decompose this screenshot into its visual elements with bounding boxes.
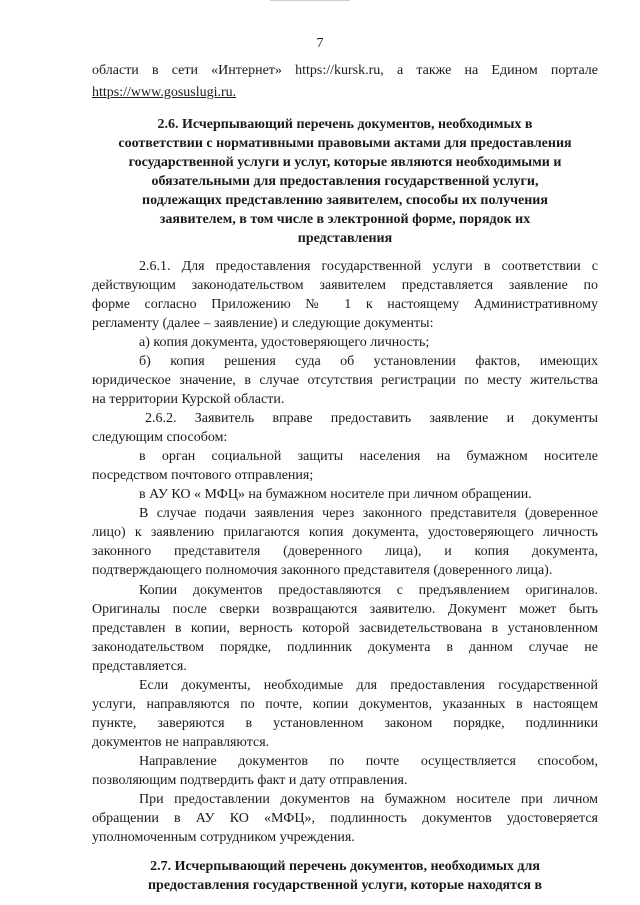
body-line: Копии документов предоставляются с предъявлением оригиналов. bbox=[139, 583, 598, 598]
section-heading-line: заявителем, в том числе в электронной форме, порядок их bbox=[159, 212, 531, 227]
section-heading-line: предоставления государственной услуги, которые находятся в bbox=[147, 878, 543, 893]
portal-link[interactable]: https://www.gosuslugi.ru. bbox=[92, 85, 237, 100]
body-line: юридическое значение, в случае отсутствия регистрации по месту жительства bbox=[92, 373, 598, 388]
section-heading-line: обязательными для предоставления государственной услуги, bbox=[151, 174, 539, 189]
body-line: пункте, заверяются в установленном законом порядке, подлинники bbox=[92, 716, 598, 731]
body-line: подтверждающего полномочия законного представителя (доверенного лица). bbox=[92, 563, 553, 578]
body-line: следующим способом: bbox=[92, 430, 228, 445]
body-line: При предоставлении документов на бумажном носителе при личном bbox=[139, 792, 598, 807]
body-line: услуги, направляются по почте, копии документов, указанных в настоящем bbox=[92, 697, 598, 712]
body-line: законодательством порядке, подлинник документа в данном случае не bbox=[92, 640, 598, 655]
body-line: Если документы, необходимые для предоставления государственной bbox=[139, 678, 598, 693]
body-line: действующим законодательством заявителем представляется заявление по bbox=[92, 278, 598, 293]
body-line: 2.6.2. Заявитель вправе предоставить заявление и документы bbox=[145, 411, 598, 426]
body-line: форме согласно Приложению № 1 к настоящему Административному bbox=[92, 297, 598, 312]
body-line: в орган социальной защиты населения на бумажном носителе bbox=[139, 449, 598, 464]
section-heading-line: 2.7. Исчерпывающий перечень документов, необходимых для bbox=[150, 859, 540, 874]
body-line: лицо) к заявлению прилагаются копия документа, удостоверяющего личность bbox=[92, 525, 598, 540]
body-line: Оригиналы после сверки возвращаются заявителю. Документ может быть bbox=[92, 602, 598, 617]
body-line: представлен в копии, верность которой засвидетельствована в установленном bbox=[92, 621, 598, 636]
body-line: а) копия документа, удостоверяющего личность; bbox=[139, 335, 430, 350]
section-heading-line: подлежащих представлению заявителем, способы их получения bbox=[142, 193, 548, 208]
body-line: законного представителя (доверенного лица), и копия документа, bbox=[92, 544, 598, 559]
body-line: представляется. bbox=[92, 659, 187, 674]
body-line: 2.6.1. Для предоставления государственной услуги в соответствии с bbox=[139, 259, 598, 274]
section-heading-line: 2.6. Исчерпывающий перечень документов, необходимых в bbox=[157, 117, 533, 132]
intro-line: области в сети «Интернет» https://kursk.ru, а также на Едином портале bbox=[92, 63, 598, 78]
scan-edge-mark bbox=[270, 0, 350, 1]
body-line: посредством почтового отправления; bbox=[92, 468, 314, 483]
body-line: обращении в АУ КО «МФЦ», подлинность документов удостоверяется bbox=[92, 811, 598, 826]
body-line: в АУ КО « МФЦ» на бумажном носителе при личном обращении. bbox=[139, 487, 532, 502]
body-line: на территории Курской области. bbox=[92, 392, 285, 407]
body-line: позволяющим подтвердить факт и дату отправления. bbox=[92, 773, 408, 788]
section-heading-line: представления bbox=[297, 231, 393, 246]
body-line: В случае подачи заявления через законного представителя (доверенное bbox=[139, 506, 598, 521]
body-line: документов не направляются. bbox=[92, 735, 270, 750]
body-line: Направление документов по почте осуществляется способом, bbox=[139, 754, 598, 769]
body-line: регламенту (далее – заявление) и следующие документы: bbox=[92, 316, 434, 331]
body-line: уполномоченным сотрудником учреждения. bbox=[92, 830, 355, 845]
section-heading-line: государственной услуги и услуг, которые являются необходимыми и bbox=[128, 155, 562, 170]
page-number: 7 bbox=[316, 36, 324, 51]
section-heading-line: соответствии с нормативными правовыми актами для предоставления bbox=[118, 136, 572, 151]
body-line: б) копия решения суда об установлении фактов, имеющих bbox=[139, 354, 598, 369]
